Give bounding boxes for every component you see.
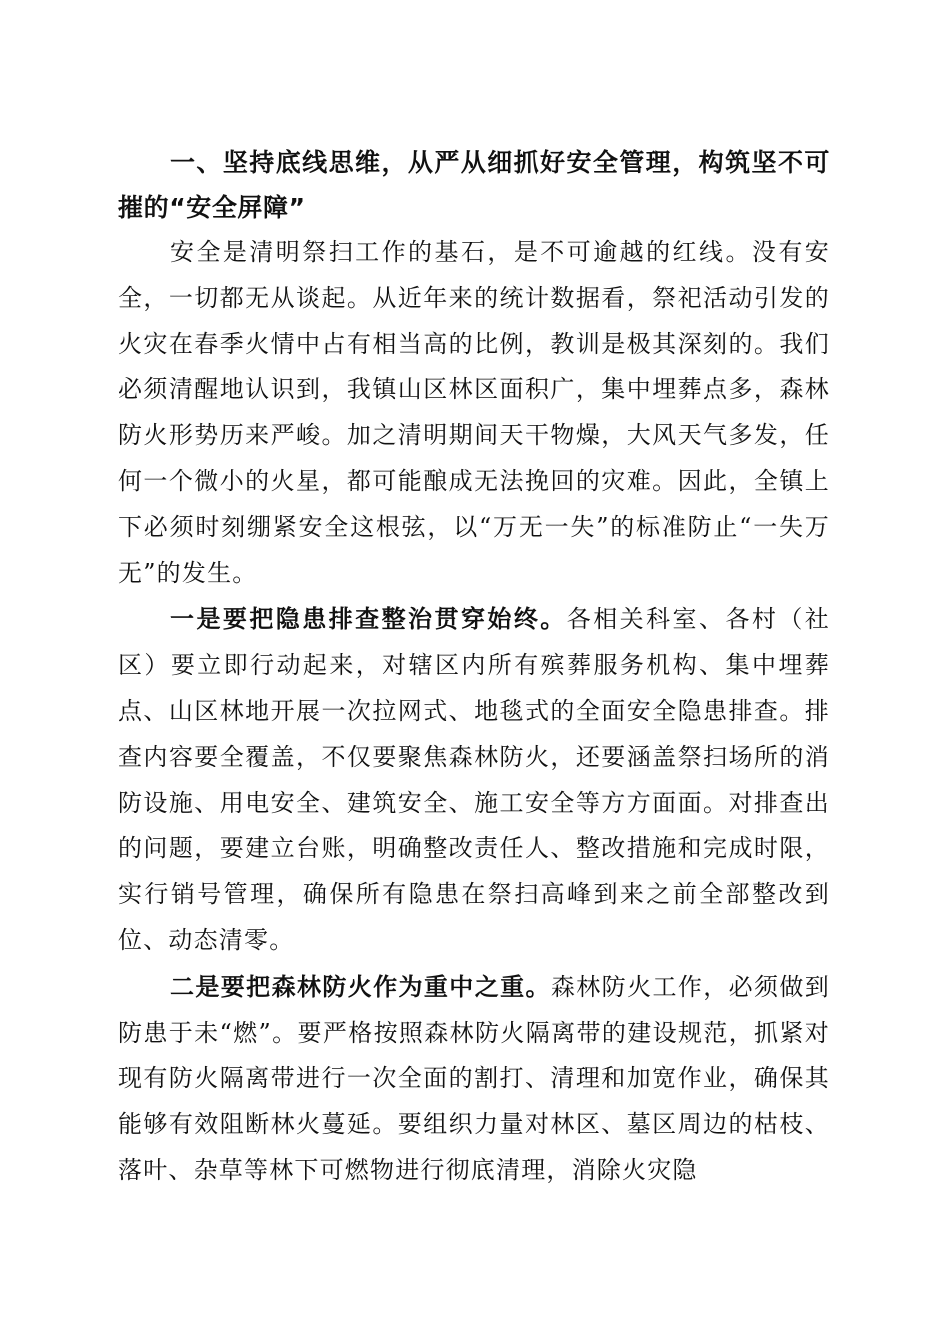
item-one-lead: 一是要把隐患排查整治贯穿始终。 — [170, 604, 567, 634]
item-one-body: 各相关科室、各村（社区）要立即行动起来，对辖区内所有殡葬服务机构、集中埋葬点、山区林地开展一次拉网式、地毯式的全面安全隐患排查。排查内容要全覆盖，不仅要聚焦森林防火，还要涵盖祭扫场所的消防设施、用电安全、建筑安全、施工安全等方方面面。对排查出的问题，要建立台账，明确整改责任人、整改措施和完成时限，实行销号管理，确保所有隐患在祭扫高峰到来之前全部整改到位、动态清零。 — [118, 605, 830, 954]
item-two-paragraph — [118, 964, 830, 1194]
item-two-body: 森林防火工作，必须做到防患于未“燃”。要严格按照森林防火隔离带的建设规范，抓紧对现有防火隔离带进行一次全面的割打、清理和加宽作业，确保其能够有效阻断林火蔓延。要组织力量对林区、墓区周边的枯枝、落叶、杂草等林下可燃物进行彻底清理，消除火灾隐 — [118, 972, 831, 1184]
section-heading: 一、坚持底线思维，从严从细抓好安全管理，构筑坚不可摧的“安全屏障” — [118, 148, 830, 222]
document-body — [118, 140, 830, 1194]
intro-paragraph: 安全是清明祭扫工作的基石，是不可逾越的红线。没有安全，一切都无从谈起。从近年来的统计数据看，祭祀活动引发的火灾在春季火情中占有相当高的比例，教训是极其深刻的。我们必须清醒地认识到，我镇山区林区面积广，集中埋葬点多，森林防火形势历来严峻。加之清明期间天干物燥，大风天气多发，任何一个微小的火星，都可能酿成无法挽回的灾难。因此，全镇上下必须时刻绷紧安全这根弦，以“万无一失”的标准防止“一失万无”的发生。 — [118, 238, 830, 587]
item-two-lead: 二是要把森林防火作为重中之重。 — [170, 971, 551, 1001]
item-one-paragraph — [118, 596, 830, 963]
